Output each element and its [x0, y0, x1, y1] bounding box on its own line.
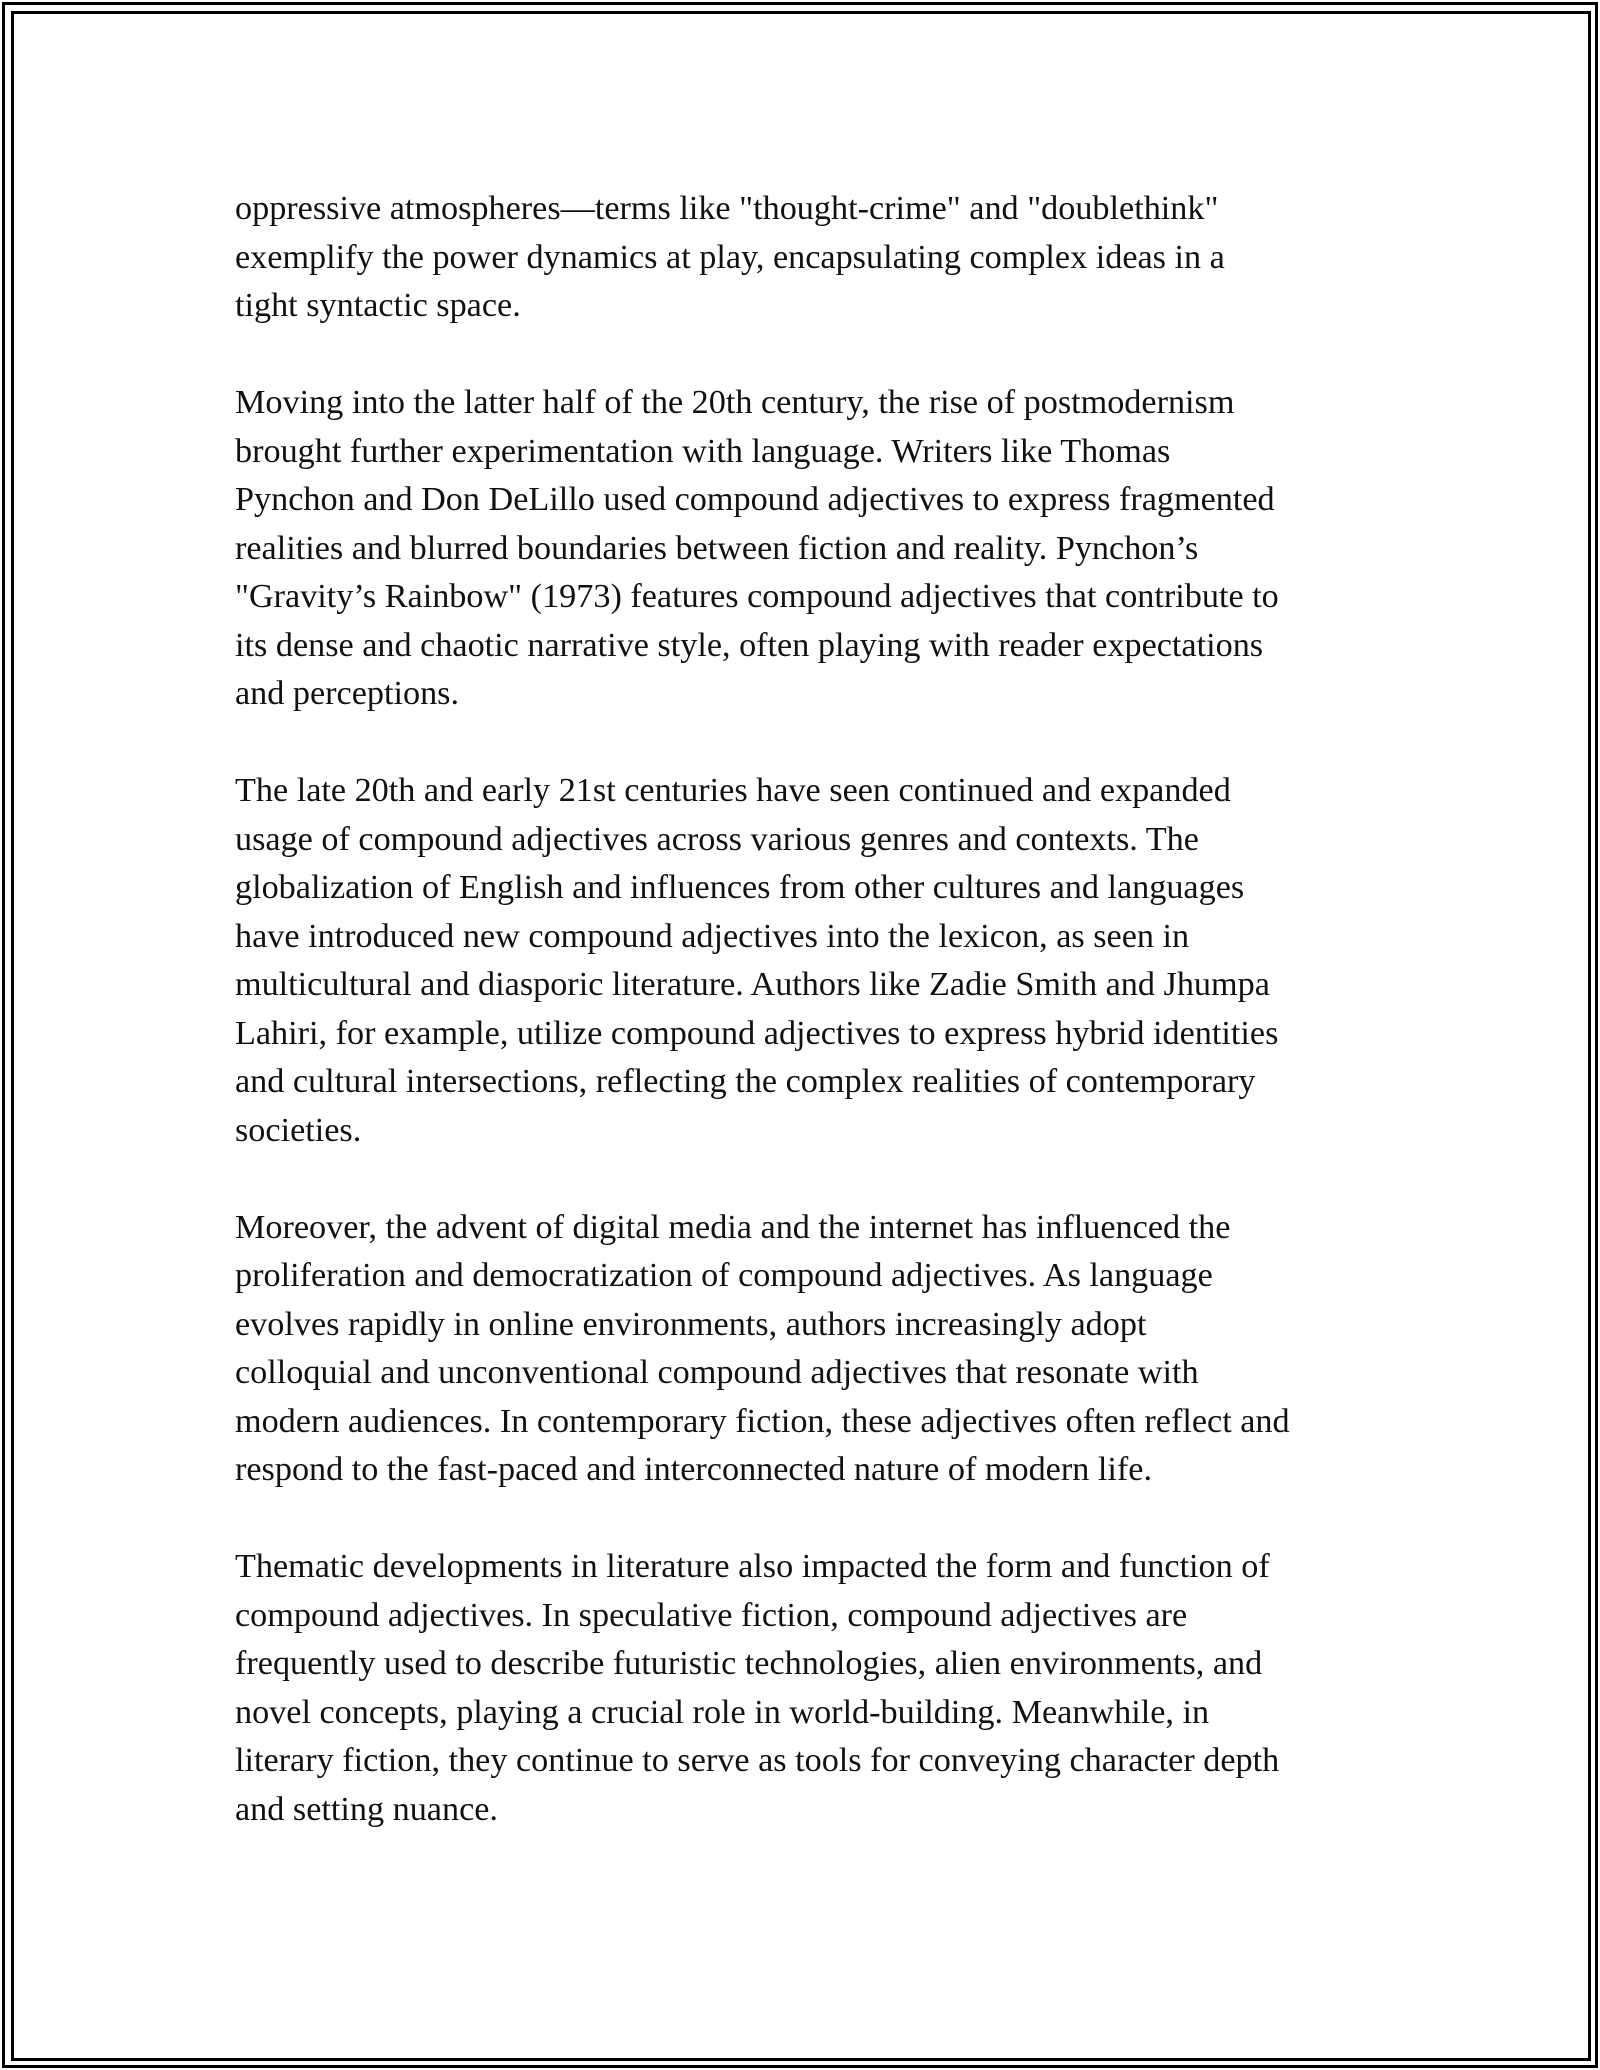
text-line: exemplify the power dynamics at play, encapsulating complex ideas in a — [235, 238, 1225, 276]
text-line: colloquial and unconventional compound adjectives that resonate with — [235, 1354, 1199, 1391]
text-line: societies. — [235, 1111, 362, 1149]
text-line: have introduced new compound adjectives into the lexicon, as seen in — [235, 917, 1190, 955]
text-line: modern audiences. In contemporary fiction, these adjectives often reflect and — [235, 1402, 1290, 1440]
text-line: respond to the fast-paced and interconnected nature of modern life. — [235, 1451, 1152, 1488]
text-line: and cultural intersections, reflecting the complex realities of contemporary — [235, 1063, 1256, 1100]
paragraph — [235, 767, 1375, 1155]
text-line: brought further experimentation with language. Writers like Thomas — [235, 432, 1171, 470]
text-line: frequently used to describe futuristic technologies, alien environments, and — [235, 1645, 1263, 1682]
text-line: oppressive atmospheres—terms like "thought-crime" and "doublethink" — [235, 190, 1219, 227]
text-line: The late 20th and early 21st centuries have seen continued and expanded — [235, 772, 1231, 809]
text-line: and setting nuance. — [235, 1790, 498, 1828]
text-line: and perceptions. — [235, 675, 460, 712]
text-line: novel concepts, playing a crucial role in world-building. Meanwhile, in — [235, 1693, 1210, 1731]
paragraph — [235, 1543, 1375, 1834]
text-line: proliferation and democratization of compound adjectives. As language — [235, 1257, 1213, 1294]
text-line: "Gravity’s Rainbow" (1973) features compound adjectives that contribute to — [235, 578, 1279, 615]
text-line: realities and blurred boundaries between fiction and reality. Pynchon’s — [235, 529, 1199, 567]
text-line: usage of compound adjectives across various genres and contexts. The — [235, 820, 1199, 858]
text-line: tight syntactic space. — [235, 287, 521, 324]
text-line: evolves rapidly in online environments, authors increasingly adopt — [235, 1305, 1147, 1343]
paragraph — [235, 1204, 1375, 1495]
paragraph — [235, 379, 1375, 719]
text-line: Thematic developments in literature also impacted the form and function of — [235, 1548, 1270, 1585]
text-line: multicultural and diasporic literature. Authors like Zadie Smith and Jhumpa — [235, 966, 1270, 1003]
paragraph — [235, 185, 1375, 331]
text-line: literary fiction, they continue to serve as tools for conveying character depth — [235, 1742, 1280, 1779]
text-line: its dense and chaotic narrative style, often playing with reader expectations — [235, 626, 1264, 664]
text-line: Lahiri, for example, utilize compound adjectives to express hybrid identities — [235, 1014, 1279, 1052]
text-line: compound adjectives. In speculative fiction, compound adjectives are — [235, 1596, 1188, 1634]
document-body — [235, 185, 1375, 1834]
text-line: globalization of English and influences from other cultures and languages — [235, 869, 1245, 906]
text-line: Pynchon and Don DeLillo used compound adjectives to express fragmented — [235, 481, 1275, 518]
text-line: Moving into the latter half of the 20th century, the rise of postmodernism — [235, 384, 1235, 421]
text-line: Moreover, the advent of digital media and the internet has influenced the — [235, 1208, 1231, 1246]
